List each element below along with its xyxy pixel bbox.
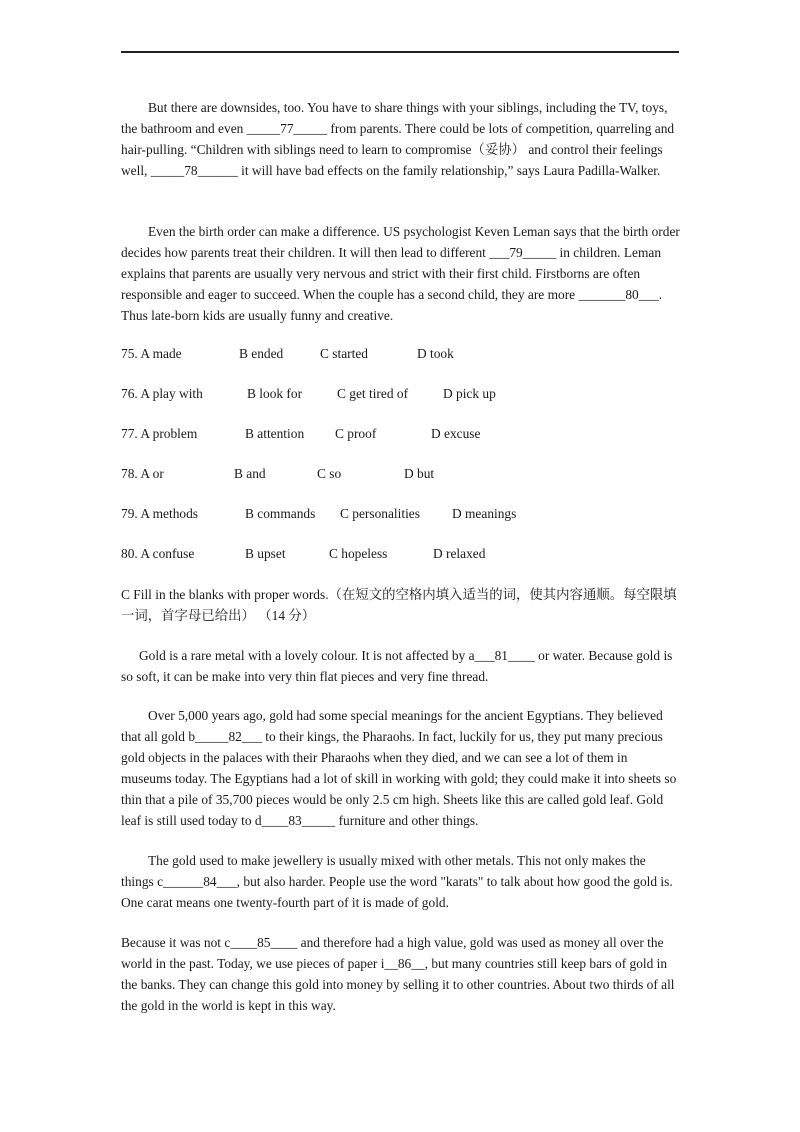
question-76-option-a: 76. A play with [121, 386, 203, 401]
question-79-option-c: C personalities [340, 506, 420, 521]
question-76 [121, 386, 681, 406]
question-76-option-c: C get tired of [337, 386, 409, 401]
question-75-option-a: 75. A made [121, 346, 182, 361]
paragraph-birth-order [121, 221, 681, 326]
paragraph-text: Even the birth order can make a difference. US psychologist Keven Leman says that the birth order decides how parents treat their children. It will then lead to different ___79_____ in children. Leman explains that parents are usually very nervous and strict with their first child. Firstborns are often responsible and eager to succeed. When the couple has a second child, they are more _______80___. Thus late-born kids are usually funny and creative. [121, 224, 680, 323]
paragraph-text: Over 5,000 years ago, gold had some special meanings for the ancient Egyptians. They believed that all gold b_____82___ to their kings, the Pharaohs. In fact, luckily for us, they put many precious gold objects in the palaces with their Pharaohs when they died, and we can see a lot of them in museums today. The Egyptians had a lot of skill in working with gold; they could make it into sheets so thin that a pile of 35,700 pieces would be only 2.5 cm high. Sheets like this are called gold leaf. Gold leaf is still used today to d____83_____ furniture and other things. [121, 708, 677, 828]
paragraph-text: Gold is a rare metal with a lovely colour. It is not affected by a___81____ or water. Because gold is so soft, it can be make into very thin flat pieces and very fine thread. [121, 648, 673, 684]
paragraph-siblings-downsides [121, 97, 681, 181]
question-77-option-c: C proof [335, 426, 377, 441]
question-75-option-c: C started [320, 346, 368, 361]
paragraph-gold-rare [121, 645, 681, 687]
question-77-option-a: 77. A problem [121, 426, 198, 441]
paragraph-text: The gold used to make jewellery is usually mixed with other metals. This not only makes the things c______84___, but also harder. People use the word "karats" to talk about how good the gold is. One carat means one twenty-fourth part of it is made of gold. [121, 853, 673, 910]
paragraph-gold-money [121, 932, 681, 1016]
question-79-option-b: B commands [245, 506, 316, 521]
question-80 [121, 546, 681, 566]
question-80-option-b: B upset [245, 546, 286, 561]
section-c-heading: C Fill in the blanks with proper words.（在短文的空格内填入适当的词，使其内容通顺。每空限填一词，首字母已给出） （14 分） [121, 587, 677, 623]
question-79 [121, 506, 681, 526]
question-78-option-a: 78. A or [121, 466, 164, 481]
question-80-option-c: C hopeless [329, 546, 388, 561]
question-78-option-d: D but [404, 466, 435, 481]
question-77-option-d: D excuse [431, 426, 481, 441]
question-80-option-a: 80. A confuse [121, 546, 195, 561]
question-78-option-c: C so [317, 466, 342, 481]
question-75-option-b: B ended [239, 346, 284, 361]
question-79-option-d: D meanings [452, 506, 517, 521]
question-75 [121, 346, 681, 366]
question-77-option-b: B attention [245, 426, 305, 441]
paragraph-gold-egyptians [121, 705, 681, 831]
question-77 [121, 426, 681, 446]
question-75-option-d: D took [417, 346, 454, 361]
question-78 [121, 466, 681, 486]
question-76-option-b: B look for [247, 386, 303, 401]
question-78-option-b: B and [234, 466, 266, 481]
paragraph-gold-jewellery [121, 850, 681, 913]
question-79-option-a: 79. A methods [121, 506, 199, 521]
paragraph-text: Because it was not c____85____ and therefore had a high value, gold was used as money all over the world in the past. Today, we use pieces of paper i__86__, but many countries still keep bars of gold in the banks. They can change this gold into money by selling it to other countries. About two thirds of all the gold in the world is kept in this way. [121, 935, 675, 1013]
question-76-option-d: D pick up [443, 386, 496, 401]
paragraph-text: But there are downsides, too. You have to share things with your siblings, including the TV, toys, the bathroom and even _____77_____ from parents. There could be lots of competition, quarreling and hair-pulling. “Children with siblings need to learn to compromise（妥协） and control their feelings well, _____78______ it will have bad effects on the family relationship,” says Laura Padilla-Walker. [121, 100, 675, 178]
question-80-option-d: D relaxed [433, 546, 486, 561]
header-rule [121, 51, 679, 53]
